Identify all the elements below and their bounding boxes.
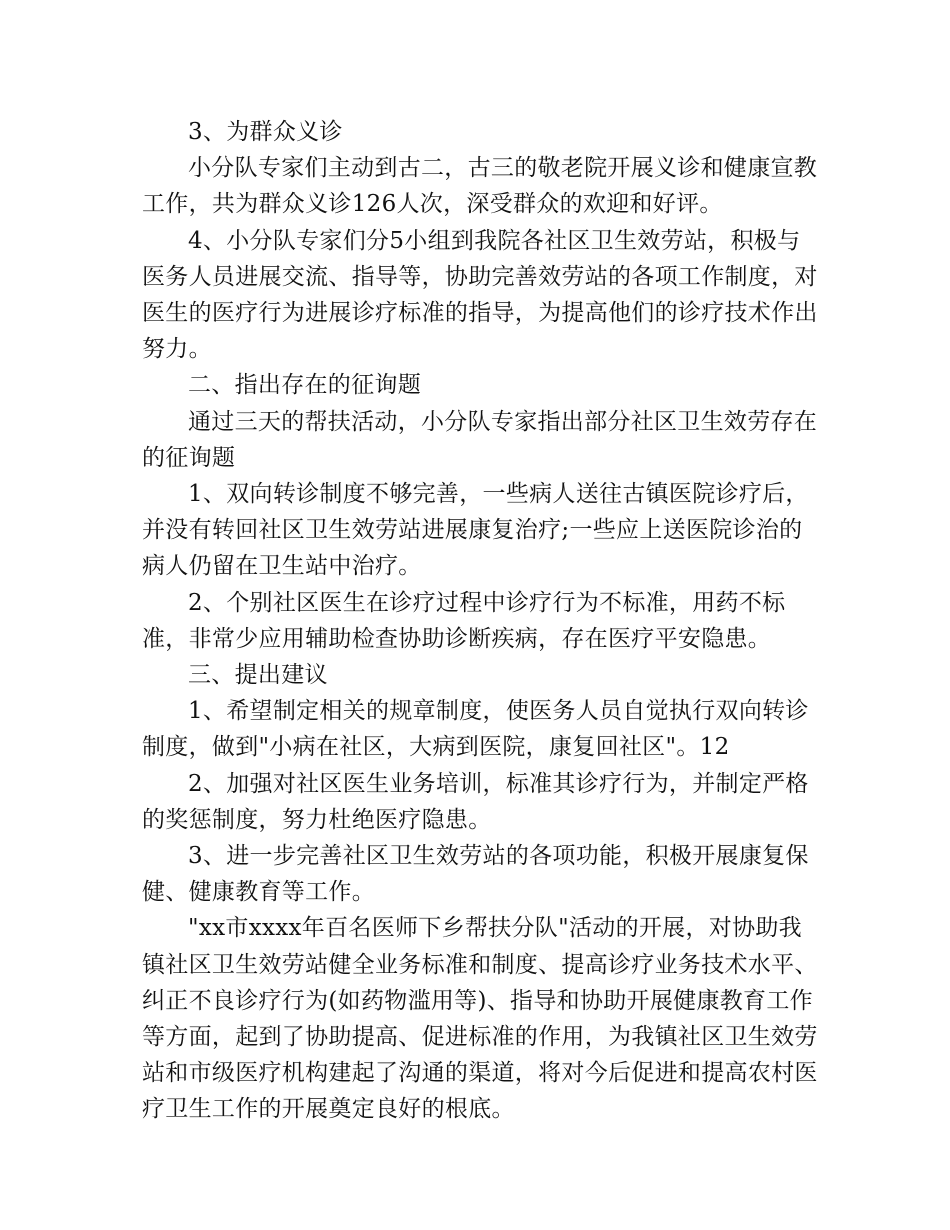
paragraph-conclusion: "xx市xxxx年百名医师下乡帮扶分队"活动的开展，对协助我镇社区卫生效劳站健全业务标准和制度、提高诊疗业务技术水平、纠正不良诊疗行为(如药物滥用等)、指导和协助开展健康教育工作等方面，起到了协助提高、促进标准的作用，为我镇社区卫生效劳站和市级医疗机构建起了沟通的渠道，将对今后促进和提高农村医疗卫生工作的开展奠定良好的根底。 (142, 915, 818, 1123)
paragraph-problem-2: 2、个别社区医生在诊疗过程中诊疗行为不标准，用药不标准，非常少应用辅助检查协助诊断疾病，存在医疗平安隐患。 (142, 589, 786, 652)
document-body (142, 114, 822, 1128)
paragraph-suggestion-2: 2、加强对社区医生业务培训，标准其诊疗行为，并制定严格的奖惩制度，努力杜绝医疗隐患。 (142, 770, 809, 833)
paragraph-suggestion-1: 1、希望制定相关的规章制度，使医务人员自觉执行双向转诊制度，做到"小病在社区，大病到医院，康复回社区"。12 (142, 698, 809, 761)
section-heading-problems: 二、指出存在的征询题 (188, 372, 421, 399)
paragraph-problems-intro: 通过三天的帮扶活动，小分队专家指出部分社区卫生效劳存在的征询题 (142, 408, 818, 471)
paragraph-problem-1: 1、双向转诊制度不够完善，一些病人送往古镇医院诊疗后，并没有转回社区卫生效劳站进展康复治疗;一些应上送医院诊治的病人仍留在卫生站中治疗。 (142, 481, 809, 580)
section-heading-suggestions: 三、提出建议 (188, 662, 328, 689)
paragraph-team-groups: 4、小分队专家们分5小组到我院各社区卫生效劳站，积极与医务人员进展交流、指导等，协助完善效劳站的各项工作制度，对医生的医疗行为进展诊疗标准的指导，为提高他们的诊疗技术作出努力。 (142, 227, 818, 363)
paragraph-suggestion-3: 3、进一步完善社区卫生效劳站的各项功能，积极开展康复保健、健康教育等工作。 (142, 843, 809, 906)
paragraph-free-clinic: 小分队专家们主动到古二，古三的敬老院开展义诊和健康宣教工作，共为群众义诊126人次，深受群众的欢迎和好评。 (142, 155, 818, 218)
heading-free-clinic: 3、为群众义诊 (188, 119, 343, 145)
